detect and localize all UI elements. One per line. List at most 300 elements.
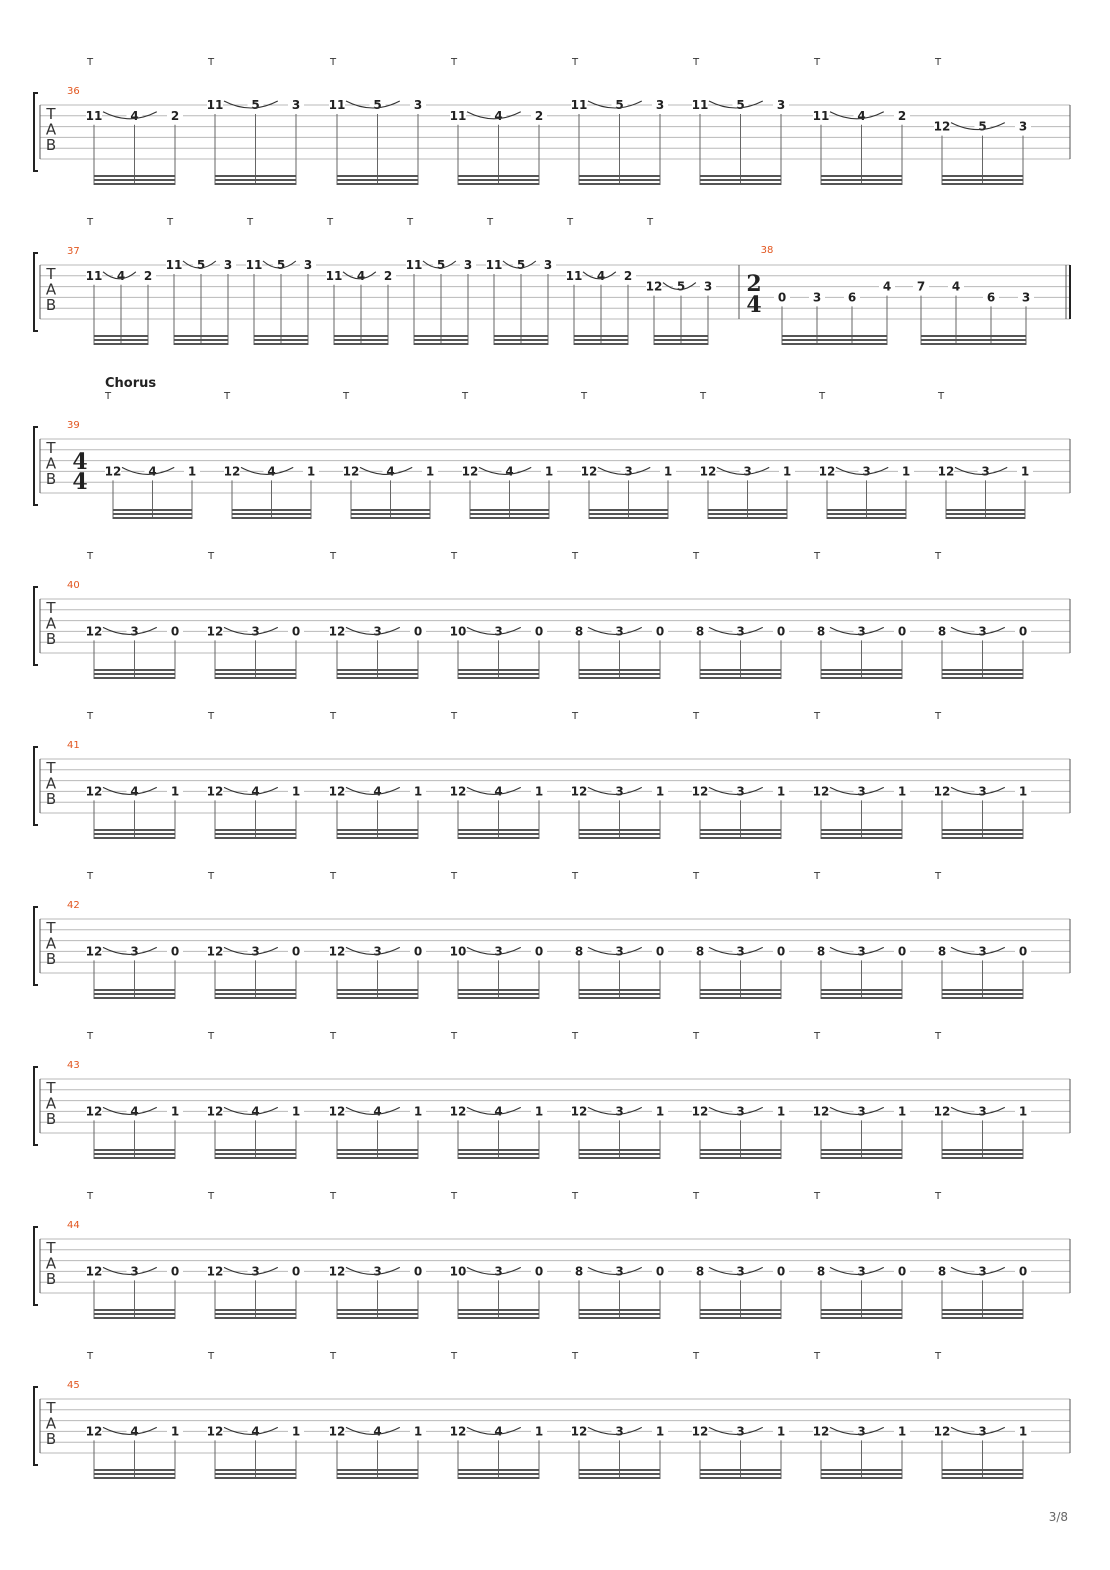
fret-number: 1 xyxy=(655,1424,665,1439)
tap-mark: T xyxy=(571,1031,579,1042)
time-sig-bottom: 4 xyxy=(746,292,762,318)
fret-number: 11 xyxy=(812,108,830,123)
beam xyxy=(700,1317,781,1319)
beam xyxy=(337,183,418,185)
fret-number: 12 xyxy=(645,279,663,294)
beam xyxy=(700,1309,781,1311)
beam xyxy=(337,837,418,839)
fret-number: 11 xyxy=(328,98,346,112)
fret-number: 3 xyxy=(857,1264,866,1279)
system-bracket xyxy=(34,253,38,331)
fret-number: 3 xyxy=(812,290,822,305)
fret-number: 3 xyxy=(413,98,423,112)
fret-number: 0 xyxy=(1018,624,1028,639)
beam xyxy=(821,989,902,991)
tap-mark: T xyxy=(813,1031,821,1042)
beam xyxy=(94,1317,175,1319)
beam xyxy=(821,1317,902,1319)
beam xyxy=(579,175,660,177)
tap-mark: T xyxy=(207,1191,215,1202)
beam xyxy=(94,1149,175,1151)
tap-mark: T xyxy=(223,391,231,402)
tab-clef-letter: A xyxy=(45,1254,57,1273)
tap-mark: T xyxy=(692,1031,700,1042)
beam xyxy=(579,997,660,999)
fret-number: 3 xyxy=(981,464,990,479)
beam xyxy=(700,997,781,999)
tap-mark: T xyxy=(329,711,337,722)
tap-mark: T xyxy=(329,57,337,68)
tap-mark: T xyxy=(342,391,350,402)
fret-number: 6 xyxy=(986,290,996,305)
fret-number: 11 xyxy=(570,98,588,112)
tap-mark: T xyxy=(937,391,945,402)
beam xyxy=(827,517,906,519)
tap-mark: T xyxy=(86,217,94,228)
tab-clef-letter: A xyxy=(45,280,57,299)
beam xyxy=(337,833,418,835)
fret-number: 1 xyxy=(413,784,423,799)
fret-number: 3 xyxy=(373,624,382,639)
fret-number: 1 xyxy=(782,464,792,479)
beam xyxy=(821,1313,902,1315)
beam xyxy=(215,677,296,679)
fret-number: 12 xyxy=(85,624,103,639)
beam xyxy=(821,1473,902,1475)
beam xyxy=(337,1157,418,1159)
fret-number: 1 xyxy=(1020,464,1030,479)
beam xyxy=(942,1149,1023,1151)
tab-system-42 xyxy=(34,871,1070,999)
fret-number: 0 xyxy=(170,624,180,639)
tab-clef-letter: B xyxy=(45,1430,57,1448)
fret-number: 2 xyxy=(897,108,907,123)
beam xyxy=(942,829,1023,831)
tap-mark: T xyxy=(329,1351,337,1362)
fret-number: 12 xyxy=(85,1264,103,1279)
fret-number: 1 xyxy=(663,464,673,479)
fret-number: 4 xyxy=(130,1104,139,1119)
tap-mark: T xyxy=(86,57,94,68)
beam xyxy=(458,989,539,991)
fret-number: 5 xyxy=(736,98,745,112)
time-sig-top: 4 xyxy=(72,449,88,475)
fret-number: 4 xyxy=(130,108,139,123)
beam xyxy=(337,677,418,679)
fret-number: 12 xyxy=(812,1424,830,1439)
fret-number: 0 xyxy=(413,1264,423,1279)
beam xyxy=(337,1309,418,1311)
beam xyxy=(337,1153,418,1155)
fret-number: 1 xyxy=(534,1104,544,1119)
fret-number: 0 xyxy=(777,290,787,305)
beam xyxy=(579,1473,660,1475)
beam xyxy=(215,1477,296,1479)
fret-number: 0 xyxy=(291,1264,301,1279)
fret-number: 3 xyxy=(615,624,624,639)
tab-clef-letter: B xyxy=(45,790,57,808)
beam xyxy=(337,669,418,671)
tab-clef-letter: A xyxy=(45,774,57,793)
fret-number: 12 xyxy=(461,464,479,479)
beam xyxy=(942,1313,1023,1315)
fret-number: 4 xyxy=(494,1424,503,1439)
beam xyxy=(458,997,539,999)
fret-number: 12 xyxy=(933,119,951,134)
tap-mark: T xyxy=(813,711,821,722)
tap-mark: T xyxy=(692,1351,700,1362)
beam xyxy=(334,339,388,341)
tap-mark: T xyxy=(450,1351,458,1362)
fret-number: 12 xyxy=(818,464,836,479)
fret-number: 3 xyxy=(223,258,233,272)
beam xyxy=(414,343,468,345)
tab-clef-letter: B xyxy=(45,950,57,968)
fret-number: 3 xyxy=(743,464,752,479)
fret-number: 0 xyxy=(291,944,301,959)
beam xyxy=(946,513,1025,515)
tap-mark: T xyxy=(246,217,254,228)
beam xyxy=(579,1317,660,1319)
beam xyxy=(579,1313,660,1315)
tab-clef-letter: T xyxy=(46,1079,56,1097)
tap-mark: T xyxy=(566,217,574,228)
tab-clef-letter: A xyxy=(45,454,57,473)
fret-number: 3 xyxy=(130,944,139,959)
tap-mark: T xyxy=(580,391,588,402)
beam xyxy=(174,335,228,337)
fret-number: 3 xyxy=(857,944,866,959)
fret-number: 1 xyxy=(897,1104,907,1119)
fret-number: 3 xyxy=(978,1104,987,1119)
fret-number: 1 xyxy=(291,1104,301,1119)
fret-number: 1 xyxy=(901,464,911,479)
fret-number: 4 xyxy=(505,464,514,479)
beam xyxy=(337,829,418,831)
system-bracket xyxy=(34,587,38,665)
fret-number: 12 xyxy=(206,944,224,959)
beam xyxy=(827,513,906,515)
tap-mark: T xyxy=(329,1031,337,1042)
fret-number: 8 xyxy=(574,624,584,639)
bar-number: 37 xyxy=(67,246,80,257)
tap-mark: T xyxy=(699,391,707,402)
tap-mark: T xyxy=(86,551,94,562)
tab-clef-letter: A xyxy=(45,1414,57,1433)
fret-number: 3 xyxy=(494,944,503,959)
tap-mark: T xyxy=(934,871,942,882)
fret-number: 3 xyxy=(857,624,866,639)
fret-number: 11 xyxy=(565,268,583,283)
beam xyxy=(113,513,192,515)
fret-number: 3 xyxy=(373,944,382,959)
beam xyxy=(94,179,175,181)
beam xyxy=(254,335,308,337)
page-number: 3/8 xyxy=(1048,1510,1068,1524)
beam xyxy=(579,989,660,991)
fret-number: 8 xyxy=(695,624,705,639)
beam xyxy=(94,669,175,671)
beam xyxy=(337,175,418,177)
tap-mark: T xyxy=(692,871,700,882)
fret-number: 4 xyxy=(116,268,126,283)
beam xyxy=(821,183,902,185)
beam xyxy=(458,1157,539,1159)
fret-number: 0 xyxy=(534,944,544,959)
fret-number: 12 xyxy=(85,944,103,959)
beam xyxy=(654,335,708,337)
beam xyxy=(782,339,887,341)
fret-number: 12 xyxy=(328,1104,346,1119)
fret-number: 0 xyxy=(897,624,907,639)
fret-number: 0 xyxy=(1018,944,1028,959)
tab-system-41 xyxy=(34,711,1070,839)
beam xyxy=(215,1469,296,1471)
beam xyxy=(708,513,787,515)
fret-number: 4 xyxy=(373,784,382,799)
fret-number: 1 xyxy=(897,784,907,799)
beam xyxy=(215,997,296,999)
fret-number: 3 xyxy=(463,258,473,272)
fret-number: 2 xyxy=(534,108,544,123)
fret-number: 12 xyxy=(206,784,224,799)
beam xyxy=(782,335,887,337)
fret-number: 1 xyxy=(1018,784,1028,799)
beam xyxy=(942,833,1023,835)
fret-number: 8 xyxy=(574,1264,584,1279)
beam xyxy=(579,829,660,831)
fret-number: 4 xyxy=(251,1424,260,1439)
fret-number: 3 xyxy=(615,1424,624,1439)
system-bracket xyxy=(34,93,38,171)
fret-number: 8 xyxy=(816,944,826,959)
beam xyxy=(654,343,708,345)
beam xyxy=(337,1149,418,1151)
beam xyxy=(113,517,192,519)
beam xyxy=(700,833,781,835)
fret-number: 3 xyxy=(1021,290,1031,305)
tab-clef-letter: A xyxy=(45,120,57,139)
fret-number: 11 xyxy=(691,98,709,112)
fret-number: 12 xyxy=(449,1104,467,1119)
beam xyxy=(215,1313,296,1315)
fret-number: 2 xyxy=(383,268,393,283)
beam xyxy=(334,343,388,345)
fret-number: 8 xyxy=(574,944,584,959)
fret-number: 3 xyxy=(494,624,503,639)
beam xyxy=(589,517,668,519)
fret-number: 5 xyxy=(516,258,526,272)
fret-number: 0 xyxy=(413,624,423,639)
fret-number: 3 xyxy=(494,1264,503,1279)
fret-number: 3 xyxy=(655,98,665,112)
tap-mark: T xyxy=(692,551,700,562)
system-bracket xyxy=(34,427,38,505)
tap-mark: T xyxy=(406,217,414,228)
beam xyxy=(94,829,175,831)
fret-number: 3 xyxy=(978,784,987,799)
fret-number: 12 xyxy=(342,464,360,479)
tab-clef-letter: T xyxy=(46,439,56,457)
beam xyxy=(337,1469,418,1471)
fret-number: 3 xyxy=(736,624,745,639)
beam xyxy=(337,997,418,999)
tap-mark: T xyxy=(207,1351,215,1362)
beam xyxy=(942,989,1023,991)
fret-number: 3 xyxy=(978,1264,987,1279)
fret-number: 3 xyxy=(978,1424,987,1439)
fret-number: 1 xyxy=(291,1424,301,1439)
fret-number: 1 xyxy=(534,1424,544,1439)
beam xyxy=(821,669,902,671)
beam xyxy=(94,175,175,177)
fret-number: 12 xyxy=(570,1424,588,1439)
tap-mark: T xyxy=(329,551,337,562)
tap-mark: T xyxy=(486,217,494,228)
beam xyxy=(94,1309,175,1311)
tab-system-39 xyxy=(34,376,1070,519)
fret-number: 12 xyxy=(328,624,346,639)
fret-number: 12 xyxy=(85,1424,103,1439)
tap-mark: T xyxy=(692,57,700,68)
beam xyxy=(700,1153,781,1155)
tab-system-37 xyxy=(34,217,1070,345)
beam xyxy=(215,1309,296,1311)
beam xyxy=(458,1473,539,1475)
beam xyxy=(458,1313,539,1315)
tap-mark: T xyxy=(813,871,821,882)
beam xyxy=(94,1469,175,1471)
fret-number: 12 xyxy=(206,1264,224,1279)
beam xyxy=(470,517,549,519)
fret-number: 12 xyxy=(449,784,467,799)
fret-number: 5 xyxy=(196,258,206,272)
tap-mark: T xyxy=(571,551,579,562)
tab-clef-letter: A xyxy=(45,1094,57,1113)
tab-clef-letter: B xyxy=(45,136,57,154)
beam xyxy=(700,175,781,177)
beam xyxy=(458,677,539,679)
time-sig-bottom: 4 xyxy=(72,469,88,495)
beam xyxy=(579,179,660,181)
beam xyxy=(700,677,781,679)
system-bracket xyxy=(34,1387,38,1465)
fret-number: 1 xyxy=(655,1104,665,1119)
beam xyxy=(458,183,539,185)
fret-number: 5 xyxy=(615,98,624,112)
bar-number: 44 xyxy=(67,1220,80,1231)
fret-number: 4 xyxy=(373,1104,382,1119)
fret-number: 0 xyxy=(655,1264,665,1279)
fret-number: 1 xyxy=(1018,1424,1028,1439)
beam xyxy=(579,1157,660,1159)
tap-mark: T xyxy=(934,57,942,68)
beam xyxy=(215,1149,296,1151)
tap-mark: T xyxy=(450,871,458,882)
fret-number: 3 xyxy=(615,784,624,799)
fret-number: 3 xyxy=(736,1264,745,1279)
beam xyxy=(574,343,628,345)
fret-number: 0 xyxy=(534,624,544,639)
tap-mark: T xyxy=(571,871,579,882)
fret-number: 10 xyxy=(449,1264,467,1279)
fret-number: 11 xyxy=(325,268,343,283)
tap-mark: T xyxy=(934,1031,942,1042)
fret-number: 4 xyxy=(386,464,395,479)
fret-number: 4 xyxy=(130,784,139,799)
beam xyxy=(337,1317,418,1319)
bar-number: 39 xyxy=(67,420,80,431)
fret-number: 3 xyxy=(736,944,745,959)
beam xyxy=(351,513,430,515)
fret-number: 12 xyxy=(580,464,598,479)
fret-number: 1 xyxy=(897,1424,907,1439)
beam xyxy=(458,837,539,839)
beam xyxy=(821,837,902,839)
system-bracket xyxy=(34,747,38,825)
beam xyxy=(921,343,1026,345)
beam xyxy=(337,1477,418,1479)
beam xyxy=(827,509,906,511)
tap-mark: T xyxy=(86,1351,94,1362)
beam xyxy=(494,335,548,337)
tap-mark: T xyxy=(934,1351,942,1362)
beam xyxy=(821,179,902,181)
beam xyxy=(458,993,539,995)
beam xyxy=(337,179,418,181)
beam xyxy=(254,339,308,341)
fret-number: 3 xyxy=(303,258,313,272)
system-bracket xyxy=(34,1227,38,1305)
fret-number: 1 xyxy=(544,464,554,479)
beam xyxy=(821,993,902,995)
beam xyxy=(113,509,192,511)
beam xyxy=(215,989,296,991)
section-label: Chorus xyxy=(105,376,157,391)
system-bracket xyxy=(34,1067,38,1145)
system-bracket xyxy=(34,907,38,985)
beam xyxy=(942,997,1023,999)
beam xyxy=(215,833,296,835)
fret-number: 12 xyxy=(812,784,830,799)
fret-number: 12 xyxy=(328,784,346,799)
beam xyxy=(94,993,175,995)
fret-number: 0 xyxy=(655,944,665,959)
bar-number: 38 xyxy=(760,245,774,256)
fret-number: 12 xyxy=(699,464,717,479)
beam xyxy=(821,997,902,999)
tab-clef-letter: B xyxy=(45,470,57,488)
fret-number: 3 xyxy=(776,98,786,112)
tap-mark: T xyxy=(166,217,174,228)
beam xyxy=(337,989,418,991)
tap-mark: T xyxy=(571,1351,579,1362)
fret-number: 3 xyxy=(978,624,987,639)
fret-number: 12 xyxy=(328,1264,346,1279)
fret-number: 8 xyxy=(816,624,826,639)
beam xyxy=(215,1473,296,1475)
fret-number: 0 xyxy=(655,624,665,639)
fret-number: 2 xyxy=(623,268,633,283)
beam xyxy=(351,509,430,511)
beam xyxy=(821,833,902,835)
fret-number: 12 xyxy=(85,784,103,799)
beam xyxy=(942,1477,1023,1479)
fret-number: 12 xyxy=(933,1104,951,1119)
beam xyxy=(589,509,668,511)
beam xyxy=(708,509,787,511)
fret-number: 0 xyxy=(170,1264,180,1279)
